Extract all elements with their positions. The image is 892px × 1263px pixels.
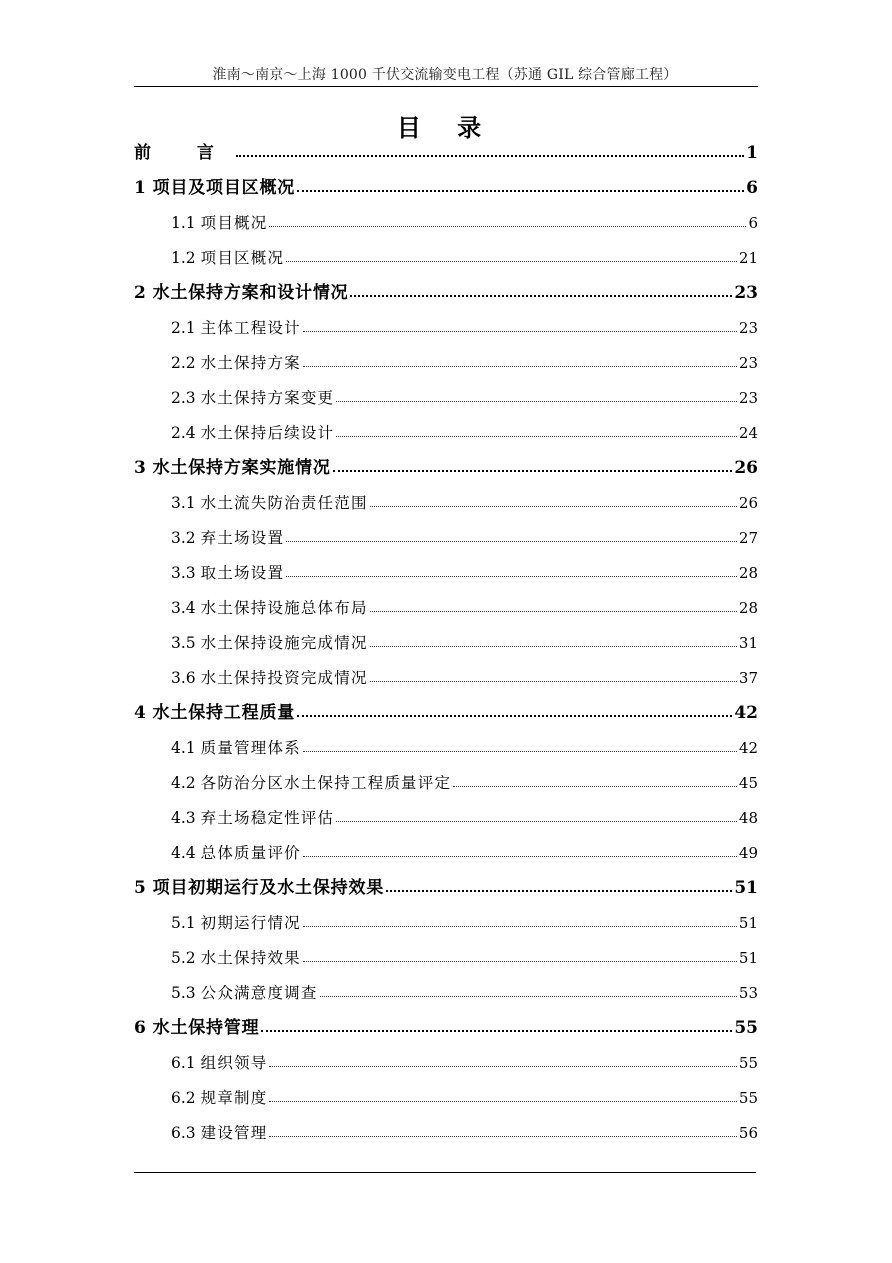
toc-entry-title [171,666,368,690]
toc-section-entry[interactable] [134,630,758,665]
toc-entry-title [171,526,284,550]
toc-entry-title [134,176,295,200]
toc-page-number: 45 [738,774,758,792]
toc-entry-title [134,876,384,900]
toc-entry-label: 弃土场稳定性评估 [200,809,335,827]
dot-leader [303,842,737,858]
toc-entry-label: 初期运行情况 [200,914,301,932]
toc-entry-label: 主体工程设计 [200,319,301,337]
toc-page-number: 23 [738,319,758,337]
toc-entry-title [171,316,301,340]
toc-section-entry[interactable] [134,665,758,700]
toc-entry-title [171,246,284,270]
dot-leader [286,562,737,578]
toc-entry-number: 3.3 [171,564,196,582]
toc-entry-number: 6.2 [171,1089,196,1107]
toc-entry-title [171,841,301,865]
toc-entry-number: 6 [134,1018,147,1038]
dot-leader [333,457,733,473]
toc-page-number: 26 [734,458,758,478]
dot-leader [269,1087,736,1103]
dot-leader [320,982,737,998]
toc-entry-number: 3.6 [171,669,196,687]
toc-section-entry[interactable] [134,805,758,840]
toc-entry-label: 项目概况 [200,214,268,232]
toc-entry-number: 4 [134,703,147,723]
toc-entry-number: 2.4 [171,424,196,442]
toc-entry-label: 前 言 [134,143,234,163]
dot-leader [303,352,737,368]
toc-entry-title [171,911,301,935]
toc-entry-title [134,701,295,725]
toc-page-number: 55 [738,1054,758,1072]
toc-section-entry[interactable] [134,245,758,280]
dot-leader [269,212,746,228]
toc-page-number: 6 [746,178,758,198]
toc-page-number: 24 [738,424,758,442]
toc-section-entry[interactable] [134,980,758,1015]
dot-leader [303,947,737,963]
toc-entry-number: 2.2 [171,354,196,372]
toc-page-number: 37 [738,669,758,687]
toc-entry-number: 4.4 [171,844,196,862]
toc-entry-label: 建设管理 [200,1124,268,1142]
toc-entry-title [171,421,334,445]
toc-entry-number: 6.3 [171,1124,196,1142]
toc-section-entry[interactable] [134,1120,758,1155]
toc-entry-label: 公众满意度调查 [200,984,318,1002]
toc-entry-label: 水土保持后续设计 [200,424,335,442]
toc-entry-title [171,946,301,970]
toc-section-entry[interactable] [134,840,758,875]
toc-entry-number: 3.4 [171,599,196,617]
toc-section-entry[interactable] [134,560,758,595]
table-of-contents [134,140,758,1155]
dot-leader [370,667,737,683]
toc-page-number: 51 [734,878,758,898]
toc-entry-label: 水土保持管理 [152,1018,260,1038]
toc-chapter-entry[interactable] [134,1015,758,1050]
toc-entry-number: 5 [134,878,147,898]
toc-chapter-entry[interactable] [134,175,758,210]
toc-section-entry[interactable] [134,945,758,980]
dot-leader [370,597,737,613]
toc-entry-title [171,1051,267,1075]
toc-entry-label: 项目及项目区概况 [152,178,296,198]
toc-section-entry[interactable] [134,385,758,420]
toc-page-number: 23 [738,389,758,407]
toc-entry-number: 4.1 [171,739,196,757]
toc-entry-number: 6.1 [171,1054,196,1072]
toc-page-number: 26 [738,494,758,512]
footer-rule [134,1172,756,1173]
toc-section-entry[interactable] [134,350,758,385]
toc-entry-label: 总体质量评价 [200,844,301,862]
toc-entry-number: 4.2 [171,774,196,792]
toc-entry-label: 水土保持方案和设计情况 [152,283,349,303]
toc-section-entry[interactable] [134,490,758,525]
dot-leader [269,1122,736,1138]
toc-page-number: 28 [738,564,758,582]
dot-leader [286,527,737,543]
toc-chapter-entry[interactable] [134,455,758,490]
dot-leader [269,1052,736,1068]
toc-section-entry[interactable] [134,910,758,945]
dot-leader [370,632,737,648]
toc-entry-title [171,736,301,760]
running-header: 淮南～南京～上海 1000 千伏交流输变电工程（苏通 GIL 综合管廊工程） [212,67,678,83]
toc-entry-title [171,596,368,620]
dot-leader [336,387,737,403]
dot-leader [303,912,737,928]
dot-leader [261,1017,732,1033]
toc-section-entry[interactable] [134,420,758,455]
toc-entry-label: 水土保持方案变更 [200,389,335,407]
dot-leader [297,177,744,193]
toc-entry-number: 4.3 [171,809,196,827]
toc-entry-title [171,631,368,655]
toc-entry-title [171,1121,267,1145]
toc-section-entry[interactable] [134,770,758,805]
toc-entry-label: 项目初期运行及水土保持效果 [152,878,385,898]
toc-chapter-entry[interactable] [134,700,758,735]
toc-page-number: 23 [738,354,758,372]
dot-leader [286,247,737,263]
toc-entry-number: 3.2 [171,529,196,547]
toc-page-number: 53 [738,984,758,1002]
toc-page-number: 49 [738,844,758,862]
dot-leader [386,877,732,893]
toc-entry-label: 各防治分区水土保持工程质量评定 [200,774,452,792]
toc-page-number: 28 [738,599,758,617]
dot-leader [303,737,737,753]
toc-entry-title [171,1086,267,1110]
toc-page-number: 55 [734,1018,758,1038]
toc-chapter-entry[interactable] [134,875,758,910]
toc-entry-number: 1.2 [171,249,196,267]
toc-section-entry[interactable] [134,315,758,350]
toc-entry-title [171,561,284,585]
toc-entry-label: 项目区概况 [200,249,285,267]
toc-chapter-entry[interactable] [134,140,758,175]
toc-page-number: 6 [748,214,758,232]
toc-entry-number: 1.1 [171,214,196,232]
toc-page-number: 1 [746,143,758,163]
toc-page-number: 56 [738,1124,758,1142]
toc-entry-title [171,981,318,1005]
toc-entry-number: 5.3 [171,984,196,1002]
toc-entry-title [171,491,368,515]
toc-entry-label: 弃土场设置 [200,529,285,547]
toc-section-entry[interactable] [134,1085,758,1120]
toc-entry-title [134,281,348,305]
toc-entry-number: 3.1 [171,494,196,512]
toc-page-number: 55 [738,1089,758,1107]
dot-leader [350,282,732,298]
toc-entry-title [171,211,267,235]
toc-entry-label: 质量管理体系 [200,739,301,757]
toc-page-number: 51 [738,949,758,967]
toc-title: 目 录 [396,114,496,142]
toc-chapter-entry[interactable] [134,280,758,315]
dot-leader [236,142,744,158]
toc-entry-number: 2 [134,283,147,303]
toc-entry-label: 组织领导 [200,1054,268,1072]
toc-entry-title [171,351,301,375]
toc-section-entry[interactable] [134,1050,758,1085]
toc-entry-label: 水土保持工程质量 [152,703,296,723]
toc-page-number: 23 [734,283,758,303]
toc-entry-number: 3.5 [171,634,196,652]
toc-entry-title [171,806,334,830]
toc-entry-title [134,1016,259,1040]
toc-entry-number: 2.1 [171,319,196,337]
toc-page-number: 27 [738,529,758,547]
toc-page-number: 21 [738,249,758,267]
toc-entry-title [171,771,451,795]
dot-leader [370,492,737,508]
toc-entry-number: 5.1 [171,914,196,932]
toc-entry-number: 5.2 [171,949,196,967]
toc-page-number: 42 [738,739,758,757]
toc-entry-label: 取土场设置 [200,564,285,582]
toc-page-number: 51 [738,914,758,932]
toc-section-entry[interactable] [134,525,758,560]
toc-entry-title [134,141,234,165]
toc-section-entry[interactable] [134,595,758,630]
dot-leader [297,702,732,718]
toc-entry-label: 水土保持方案 [200,354,301,372]
toc-entry-label: 水土保持设施完成情况 [200,634,368,652]
toc-entry-number: 3 [134,458,147,478]
header-rule [134,86,758,87]
toc-entry-number: 2.3 [171,389,196,407]
toc-entry-label: 水土保持方案实施情况 [152,458,331,478]
toc-page-number: 48 [738,809,758,827]
dot-leader [336,422,737,438]
toc-section-entry[interactable] [134,210,758,245]
toc-page-number: 42 [734,703,758,723]
toc-page-number: 31 [738,634,758,652]
dot-leader [453,772,737,788]
toc-entry-label: 水土保持投资完成情况 [200,669,368,687]
dot-leader [336,807,737,823]
toc-entry-label: 水土保持设施总体布局 [200,599,368,617]
toc-entry-label: 规章制度 [200,1089,268,1107]
dot-leader [303,317,737,333]
toc-entry-label: 水土流失防治责任范围 [200,494,368,512]
toc-entry-title [171,386,334,410]
toc-entry-number: 1 [134,178,147,198]
toc-entry-title [134,456,331,480]
toc-section-entry[interactable] [134,735,758,770]
toc-entry-label: 水土保持效果 [200,949,301,967]
